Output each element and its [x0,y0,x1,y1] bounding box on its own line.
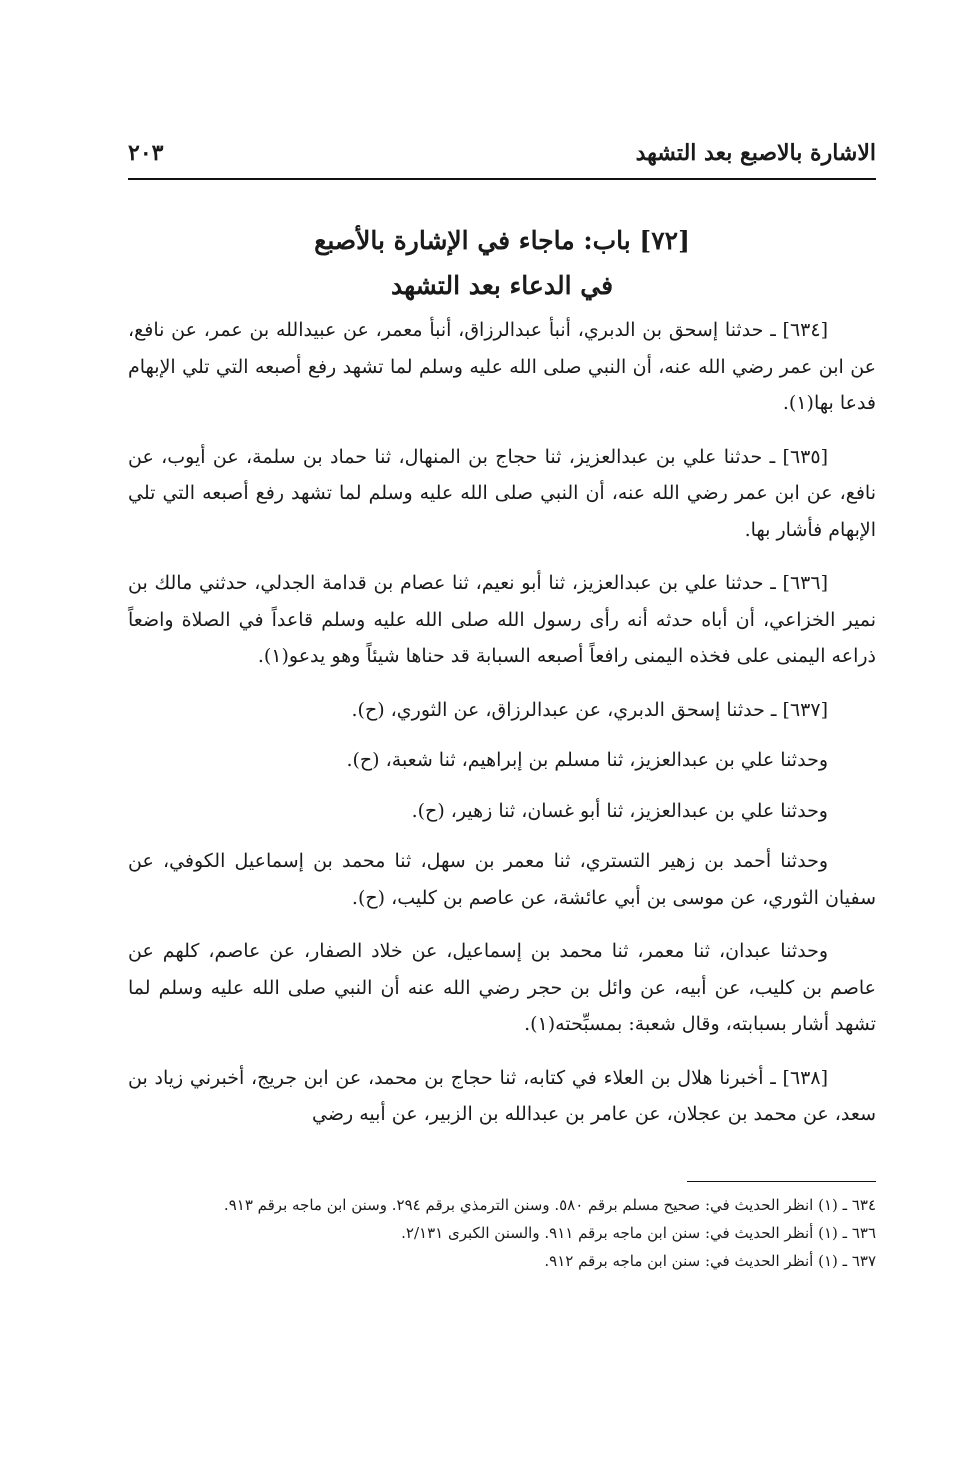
header-rule [128,178,876,180]
main-text [128,312,876,1150]
hadith-637-chain-3: وحدثنا علي بن عبدالعزيز، ثنا أبو غسان، ثنا زهير، (ح). [411,799,828,822]
hadith-637-chain-5: وحدثنا عبدان، ثنا معمر، ثنا محمد بن إسماعيل، عن خلاد الصفار، عن عاصم، كلهم عن عاصم بن كليب، عن أبيه، عن وائل بن حجر رضي الله عنه أن النبي صلى الله عليه وسلم لما تشهد أشار بسبابته، وقال شعبة: بمسبِّحته(١). [128,940,876,1035]
chapter-title-line-2: في الدعاء بعد التشهد [390,271,614,300]
chapter-heading [128,218,876,308]
hadith-637-chain-4: وحدثنا أحمد بن زهير التستري، ثنا معمر بن سهل، ثنا محمد بن إسماعيل الكوفي، عن سفيان الثوري، عن موسى بن أبي عائشة، عن عاصم بن كليب، (ح). [128,850,876,909]
running-title: الاشارة بالاصبع بعد التشهد [635,140,876,166]
page-number: ٢٠٣ [128,140,164,166]
hadith-638: [٦٣٨] ـ أخبرنا هلال بن العلاء في كتابه، ثنا حجاج بن محمد، عن ابن جريج، أخبرني زياد بن سعد، عن محمد بن عجلان، عن عامر بن عبدالله بن الزبير، عن أبيه رضي [128,1066,876,1125]
chapter-title-line-1: [٧٢] باب: ماجاء في الإشارة بالأصبع [314,226,690,255]
hadith-637: [٦٣٧] ـ حدثنا إسحق الدبري، عن عبدالرزاق، عن الثوري، (ح). [351,698,828,721]
hadith-635: [٦٣٥] ـ حدثنا علي بن عبدالعزيز، ثنا حجاج بن المنهال، ثنا حماد بن سلمة، عن أيوب، عن نافع، عن ابن عمر رضي الله عنه، أن النبي صلى الله عليه وسلم لما تشهد رفع أصبعه التي تلي الإبهام فأشار بها. [128,445,876,541]
hadith-636: [٦٣٦] ـ حدثنا علي بن عبدالعزيز، ثنا أبو نعيم، ثنا عصام بن قدامة الجدلي، حدثني مالك بن نمير الخزاعي، أن أباه حدثه أنه رأى رسول الله صلى الله عليه وسلم قاعداً في الصلاة واضعاً ذراعه اليمنى على فخذه اليمنى رافعاً أصبعه السبابة قد حناها شيئاً وهو يدعو(١). [128,572,876,667]
footnote-637: ٦٣٧ ـ (١) أنظر الحديث في: سنن ابن ماجه برقم ٩١٢. [544,1252,876,1270]
running-header [128,140,876,178]
hadith-634: [٦٣٤] ـ حدثنا إسحق بن الدبري، أنبأ عبدالرزاق، أنبأ معمر، عن عبيدالله بن عمر، عن نافع، عن ابن عمر رضي الله عنه، أن النبي صلى الله عليه وسلم لما تشهد رفع أصبعه التي تلي الإبهام فدعا بها(١). [128,319,876,414]
hadith-637-chain-2: وحدثنا علي بن عبدالعزيز، ثنا مسلم بن إبراهيم، ثنا شعبة، (ح). [346,749,828,771]
footnote-634: ٦٣٤ ـ (١) انظر الحديث في: صحيح مسلم برقم ٥٨٠. وسنن الترمذي برقم ٢٩٤. وسنن ابن ماجه برقم ٩١٣. [223,1196,876,1214]
footnotes [128,1192,876,1276]
footnote-separator [687,1181,876,1182]
footnote-636: ٦٣٦ ـ (١) أنظر الحديث في: سنن ابن ماجه برقم ٩١١. والسنن الكبرى ٢/١٣١. [401,1224,876,1242]
